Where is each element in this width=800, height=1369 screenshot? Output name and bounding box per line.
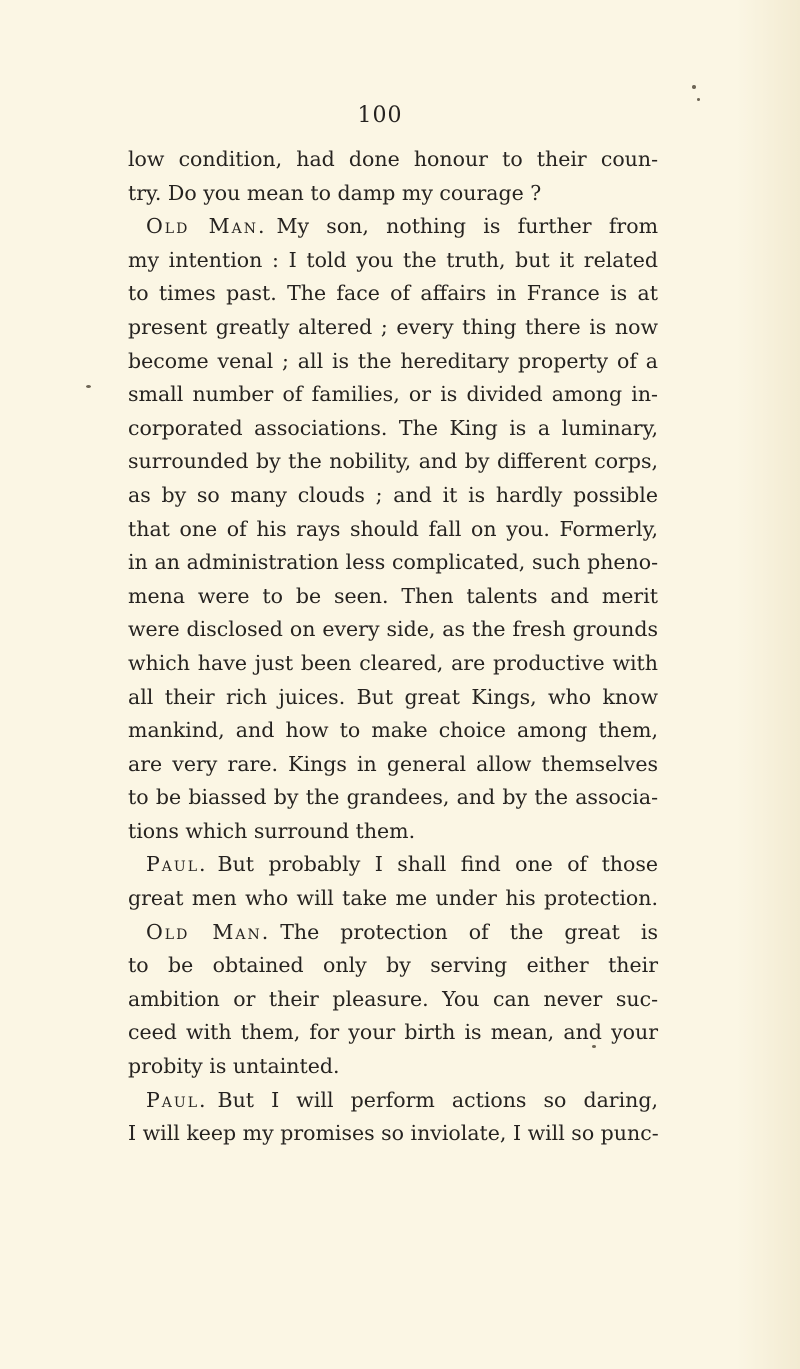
line-text: in an administration less complicated, such pheno- [128, 550, 658, 575]
line-text: surrounded by the nobility, and by different corps, [128, 449, 658, 474]
line-text: to be biassed by the grandees, and by the associa- [128, 785, 658, 810]
speaker-name: Old Man. [146, 214, 267, 239]
line-text: become venal ; all is the hereditary property of a [128, 348, 658, 373]
line-text: tions which surround them. [128, 818, 416, 843]
text-line [128, 882, 658, 916]
page-number: 100 [357, 103, 403, 128]
line-text: my intention : I told you the truth, but it related [128, 247, 658, 272]
ink-speck [692, 85, 696, 89]
line-text: But probably I shall find one of those [217, 852, 658, 877]
speaker-name: Old Man. [146, 919, 271, 944]
line-text: great men who will take me under his protection. [128, 886, 658, 911]
text-line [128, 546, 658, 580]
line-text: which have just been cleared, are productive with [128, 650, 658, 675]
text-line [128, 311, 658, 345]
line-text: But I will perform actions so daring, [217, 1087, 658, 1112]
text-line [128, 1016, 658, 1050]
text-line [128, 681, 658, 715]
text-line [128, 949, 658, 983]
line-text: I will keep my promises so inviolate, I will so punc- [128, 1121, 659, 1146]
text-line [128, 1084, 658, 1118]
line-text: The protection of the great is [280, 919, 659, 944]
text-line [128, 479, 658, 513]
text-line [128, 1050, 658, 1084]
line-text: mankind, and how to make choice among them, [128, 718, 658, 743]
line-text: low condition, had done honour to their coun- [128, 147, 658, 171]
text-line [128, 916, 658, 950]
line-text: as by so many clouds ; and it is hardly possible [128, 482, 658, 507]
text-line [128, 143, 658, 177]
text-line [128, 412, 658, 446]
text-line [128, 815, 658, 849]
text-line [128, 244, 658, 278]
line-text: ambition or their pleasure. You can never suc- [128, 986, 658, 1011]
text-line [128, 378, 658, 412]
line-text: all their rich juices. But great Kings, who know [128, 684, 658, 709]
text-line [128, 781, 658, 815]
line-text: were disclosed on every side, as the fresh grounds [128, 617, 658, 642]
speaker-name: Paul. [146, 1087, 208, 1112]
ink-speck [592, 1045, 596, 1048]
line-text: present greatly altered ; every thing there is now [128, 314, 658, 339]
text-line [128, 848, 658, 882]
text-line [128, 445, 658, 479]
text-line [128, 613, 658, 647]
text-line [128, 345, 658, 379]
text-line [128, 513, 658, 547]
text-line [128, 177, 658, 211]
ink-speck [86, 385, 91, 388]
line-text: to times past. The face of affairs in France is at [128, 281, 658, 306]
text-line [128, 1117, 658, 1151]
text-line [128, 748, 658, 782]
line-text: are very rare. Kings in general allow themselves [128, 751, 658, 776]
text-line [128, 983, 658, 1017]
line-text: probity is untainted. [128, 1054, 340, 1079]
text-line [128, 210, 658, 244]
line-text: to be obtained only by serving either their [128, 953, 658, 978]
line-text: mena were to be seen. Then talents and merit [128, 583, 658, 608]
text-line [128, 647, 658, 681]
line-text: that one of his rays should fall on you. Formerly, [128, 516, 658, 541]
line-text: corporated associations. The King is a luminary, [128, 415, 658, 440]
text-line [128, 580, 658, 614]
line-text: try. Do you mean to damp my courage ? [128, 180, 542, 205]
line-text: My son, nothing is further from [276, 214, 659, 239]
line-text: small number of families, or is divided among in- [128, 382, 658, 407]
text-line [128, 277, 658, 311]
text-line [128, 714, 658, 748]
body-text [128, 143, 658, 1151]
speaker-name: Paul. [146, 852, 208, 877]
line-text: ceed with them, for your birth is mean, and your [128, 1020, 658, 1045]
ink-speck [697, 98, 700, 101]
